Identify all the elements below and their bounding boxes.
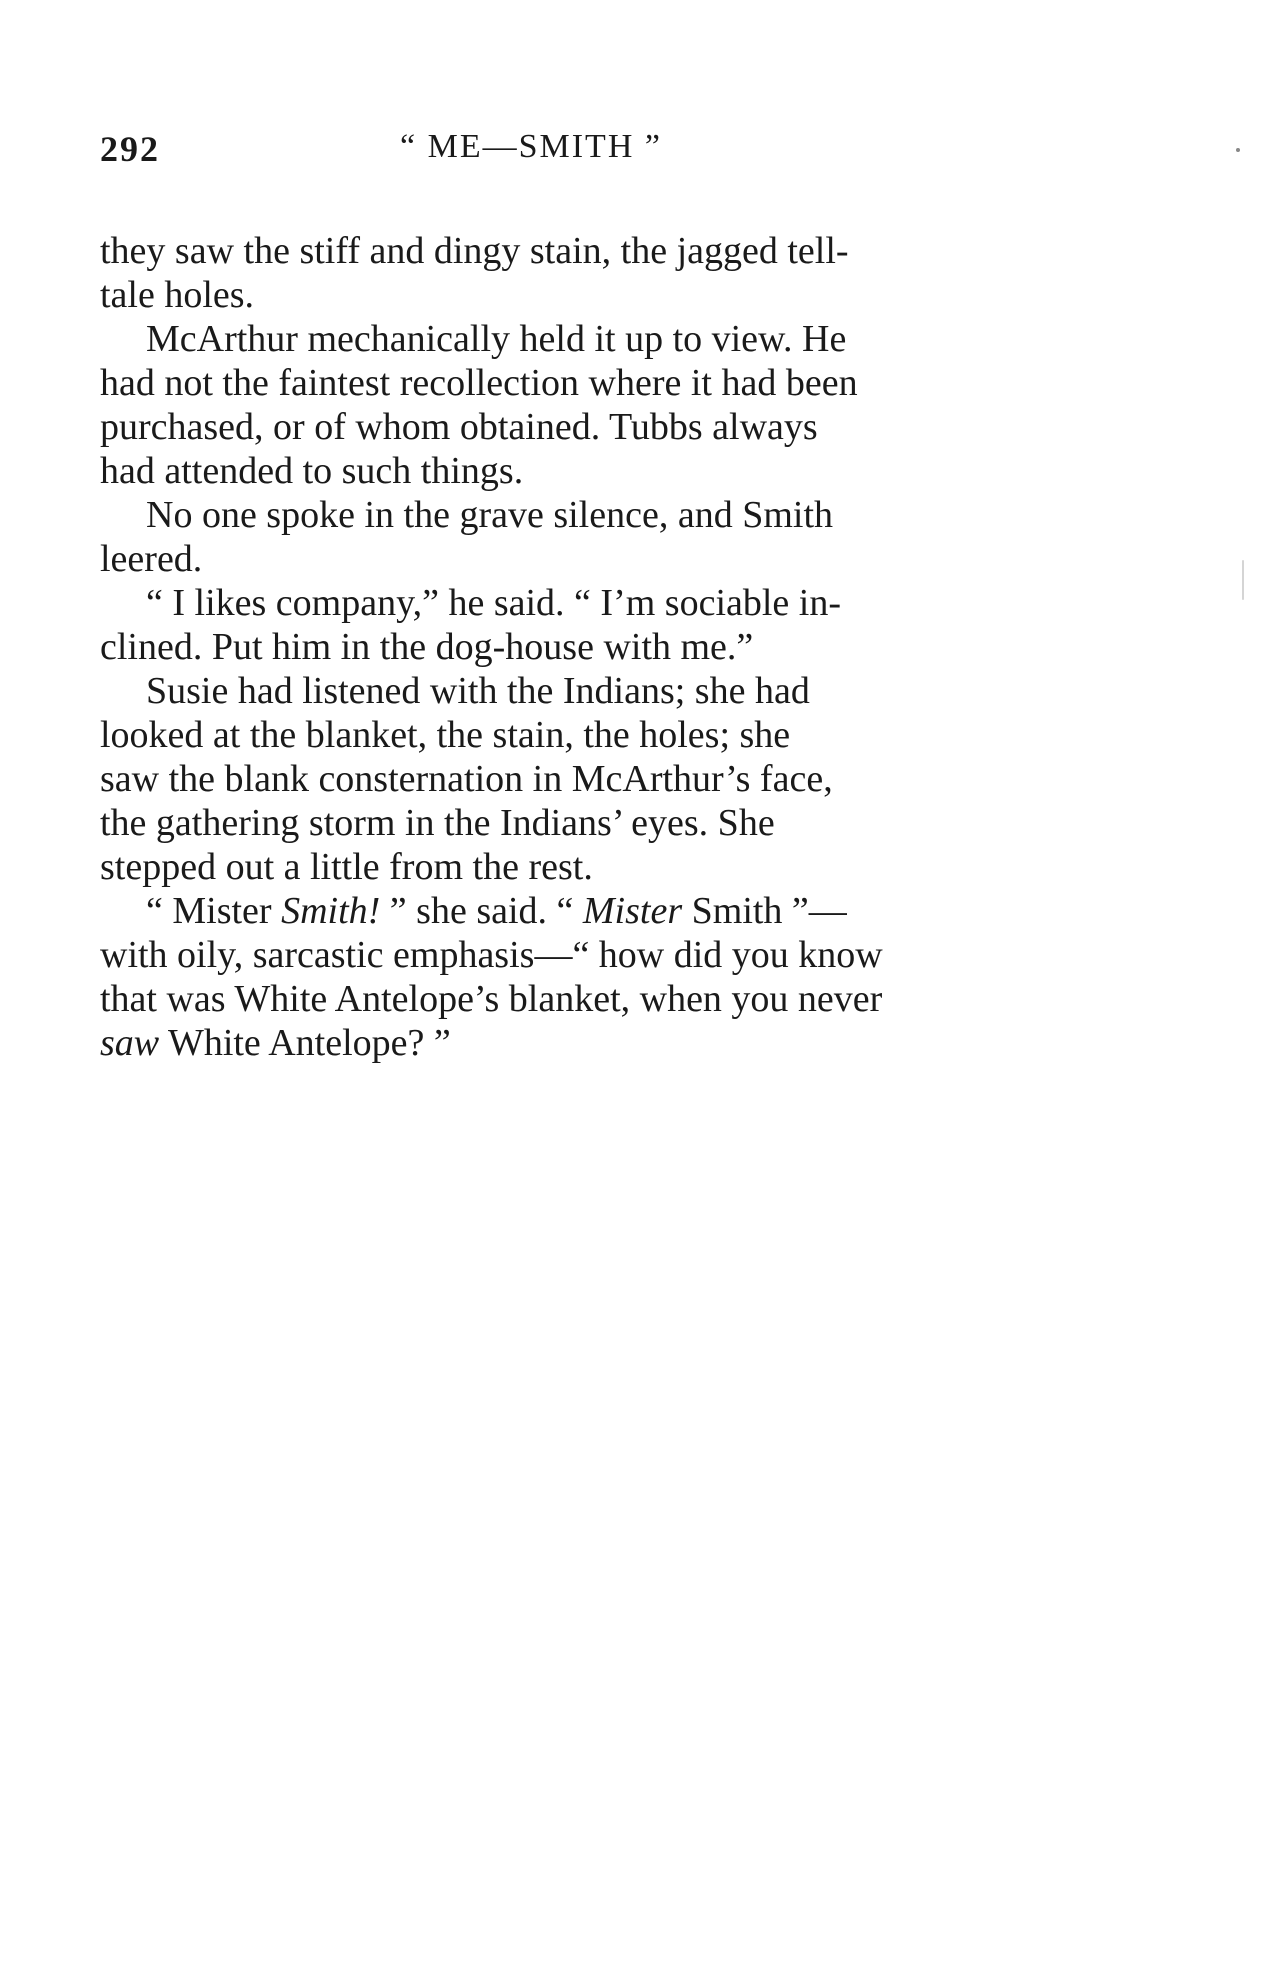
scan-mark: [1242, 560, 1244, 600]
italic-text-run: saw: [100, 1022, 160, 1064]
text-run: White Antelope? ”: [159, 1022, 451, 1064]
paragraph-first-line: “ I likes company,” he said. “ I’m sociable in-: [146, 582, 842, 624]
text-line: looked at the blanket, the stain, the holes; she: [100, 714, 791, 756]
text-line: had not the faintest recollection where it had been: [100, 362, 858, 404]
italic-text-run: Mister: [582, 890, 683, 932]
text-run: “ Mister: [146, 890, 282, 932]
text-line: they saw the stiff and dingy stain, the jagged tell-: [100, 230, 849, 272]
paragraph-first-line: No one spoke in the grave silence, and Smith: [146, 494, 834, 536]
paragraph-first-line: McArthur mechanically held it up to view. He: [146, 318, 847, 360]
text-line: leered.: [100, 538, 203, 580]
text-line: stepped out a little from the rest.: [100, 846, 593, 888]
page-number: 292: [100, 129, 160, 169]
text-line: purchased, or of whom obtained. Tubbs always: [100, 406, 818, 448]
text-line: had attended to such things.: [100, 450, 524, 492]
paragraph-first-line: Susie had listened with the Indians; she had: [146, 670, 810, 712]
running-title: “ ME—SMITH ”: [400, 128, 662, 165]
text-line: tale holes.: [100, 274, 255, 316]
text-line: [100, 1020, 451, 1066]
paragraph-first-line: [146, 888, 847, 934]
text-line: the gathering storm in the Indians’ eyes. She: [100, 802, 775, 844]
italic-text-run: Smith!: [281, 890, 381, 932]
text-line: that was White Antelope’s blanket, when you never: [100, 978, 883, 1020]
text-line: clined. Put him in the dog-house with me.”: [100, 626, 754, 668]
text-run: Smith ”—: [682, 890, 847, 932]
text-line: with oily, sarcastic emphasis—“ how did you know: [100, 934, 883, 976]
running-head: [100, 128, 1100, 178]
scan-speck: [1236, 148, 1240, 152]
text-run: ” she said. “: [380, 890, 583, 932]
text-line: saw the blank consternation in McArthur’s face,: [100, 758, 833, 800]
